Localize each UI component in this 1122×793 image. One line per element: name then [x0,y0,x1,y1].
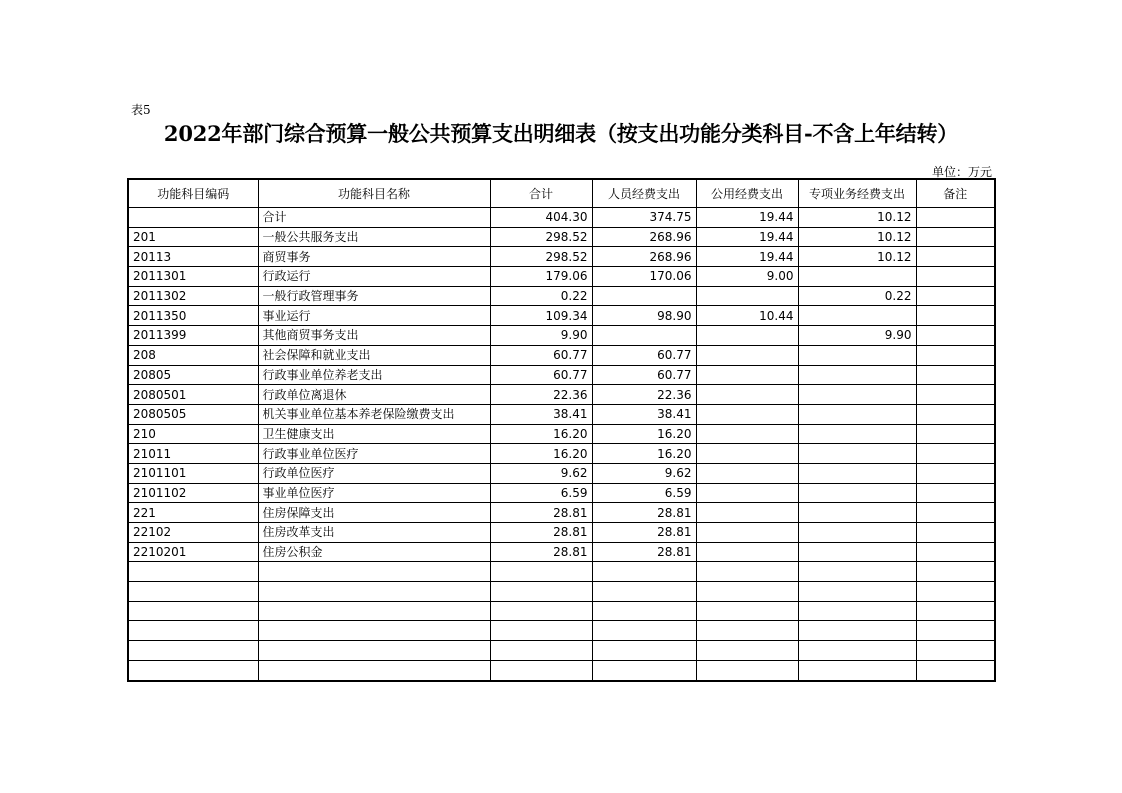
cell-note [916,345,995,365]
cell-note [916,463,995,483]
cell-public [696,660,798,680]
cell-public [696,503,798,523]
cell-personnel: 16.20 [592,424,696,444]
cell-total: 16.20 [490,444,592,464]
column-header-note: 备注 [916,179,995,208]
cell-public [696,562,798,582]
cell-note [916,247,995,267]
cell-special [798,267,916,287]
cell-name: 住房保障支出 [258,503,490,523]
cell-code: 2011350 [128,306,258,326]
cell-name: 卫生健康支出 [258,424,490,444]
cell-special [798,345,916,365]
cell-personnel [592,621,696,641]
cell-public [696,404,798,424]
cell-special [798,404,916,424]
cell-special [798,621,916,641]
cell-code: 2101101 [128,463,258,483]
table-row [128,345,995,365]
cell-special [798,523,916,543]
cell-name: 行政运行 [258,267,490,287]
cell-personnel [592,286,696,306]
cell-note [916,208,995,228]
cell-note [916,483,995,503]
cell-code [128,621,258,641]
cell-code: 22102 [128,523,258,543]
cell-name: 其他商贸事务支出 [258,326,490,346]
cell-special: 10.12 [798,227,916,247]
table-row [128,601,995,621]
cell-personnel: 98.90 [592,306,696,326]
cell-public [696,601,798,621]
cell-total: 9.62 [490,463,592,483]
cell-name: 行政单位离退休 [258,385,490,405]
table-row [128,463,995,483]
cell-total [490,601,592,621]
cell-note [916,326,995,346]
cell-name: 一般公共服务支出 [258,227,490,247]
cell-public: 19.44 [696,247,798,267]
cell-special [798,503,916,523]
cell-code [128,562,258,582]
cell-total: 60.77 [490,345,592,365]
cell-code: 221 [128,503,258,523]
cell-special [798,582,916,602]
cell-name: 事业单位医疗 [258,483,490,503]
budget-table [127,178,996,682]
cell-name: 行政单位医疗 [258,463,490,483]
cell-code: 2080505 [128,404,258,424]
table-row [128,306,995,326]
column-header-code: 功能科目编码 [128,179,258,208]
cell-note [916,562,995,582]
cell-special [798,542,916,562]
cell-special: 0.22 [798,286,916,306]
cell-public [696,424,798,444]
cell-total: 6.59 [490,483,592,503]
cell-code: 20113 [128,247,258,267]
cell-total [490,562,592,582]
cell-name [258,562,490,582]
table-row [128,621,995,641]
cell-public [696,523,798,543]
cell-total [490,582,592,602]
cell-personnel [592,601,696,621]
cell-public [696,365,798,385]
table-row [128,523,995,543]
cell-note [916,227,995,247]
cell-personnel: 170.06 [592,267,696,287]
cell-name [258,601,490,621]
table-row [128,227,995,247]
table-row [128,582,995,602]
cell-personnel: 28.81 [592,542,696,562]
cell-personnel: 38.41 [592,404,696,424]
cell-special: 9.90 [798,326,916,346]
cell-public [696,385,798,405]
table-header-row [128,179,995,208]
cell-name: 行政事业单位医疗 [258,444,490,464]
cell-total: 9.90 [490,326,592,346]
cell-note [916,306,995,326]
cell-special [798,385,916,405]
cell-name: 住房改革支出 [258,523,490,543]
column-header-personnel: 人员经费支出 [592,179,696,208]
cell-code [128,601,258,621]
cell-personnel: 28.81 [592,503,696,523]
cell-name [258,582,490,602]
cell-personnel: 60.77 [592,365,696,385]
cell-name: 合计 [258,208,490,228]
table-row [128,385,995,405]
cell-name: 机关事业单位基本养老保险缴费支出 [258,404,490,424]
cell-personnel [592,326,696,346]
cell-name [258,621,490,641]
table-row [128,503,995,523]
cell-special [798,365,916,385]
cell-personnel: 60.77 [592,345,696,365]
cell-note [916,660,995,680]
cell-personnel [592,641,696,661]
cell-note [916,286,995,306]
cell-personnel: 268.96 [592,227,696,247]
cell-name: 住房公积金 [258,542,490,562]
table-row [128,641,995,661]
cell-code: 201 [128,227,258,247]
cell-total: 28.81 [490,503,592,523]
table-row [128,267,995,287]
cell-special [798,424,916,444]
cell-public [696,483,798,503]
table-row [128,660,995,680]
table-row [128,562,995,582]
cell-total: 60.77 [490,365,592,385]
table-row [128,326,995,346]
cell-total: 0.22 [490,286,592,306]
table-row [128,542,995,562]
cell-public: 10.44 [696,306,798,326]
cell-public [696,326,798,346]
cell-special [798,306,916,326]
cell-personnel [592,660,696,680]
cell-code [128,208,258,228]
table-row [128,286,995,306]
cell-special: 10.12 [798,208,916,228]
cell-code: 208 [128,345,258,365]
cell-note [916,621,995,641]
cell-code: 2101102 [128,483,258,503]
cell-special [798,483,916,503]
cell-total: 179.06 [490,267,592,287]
cell-personnel: 22.36 [592,385,696,405]
cell-name: 事业运行 [258,306,490,326]
cell-personnel: 28.81 [592,523,696,543]
cell-code [128,582,258,602]
cell-code [128,660,258,680]
unit-label: 单位：万元 [931,165,992,179]
cell-code: 2011301 [128,267,258,287]
cell-special [798,641,916,661]
cell-public [696,286,798,306]
table-row [128,424,995,444]
cell-personnel: 6.59 [592,483,696,503]
cell-name: 商贸事务 [258,247,490,267]
cell-code: 210 [128,424,258,444]
table-row [128,247,995,267]
cell-code: 2011399 [128,326,258,346]
cell-total [490,641,592,661]
cell-total: 109.34 [490,306,592,326]
cell-special [798,562,916,582]
cell-public [696,582,798,602]
table-row [128,483,995,503]
table-row [128,365,995,385]
table-row [128,208,995,228]
cell-note [916,641,995,661]
cell-personnel [592,582,696,602]
cell-total [490,660,592,680]
cell-total [490,621,592,641]
cell-note [916,385,995,405]
cell-public [696,345,798,365]
cell-total: 298.52 [490,247,592,267]
cell-special [798,601,916,621]
column-header-special: 专项业务经费支出 [798,179,916,208]
cell-personnel: 268.96 [592,247,696,267]
cell-note [916,267,995,287]
cell-note [916,404,995,424]
cell-personnel: 374.75 [592,208,696,228]
cell-code: 2080501 [128,385,258,405]
page-title: 2022年部门综合预算一般公共预算支出明细表（按支出功能分类科目-不含上年结转） [163,121,959,146]
cell-personnel: 9.62 [592,463,696,483]
cell-public [696,621,798,641]
cell-note [916,582,995,602]
cell-note [916,444,995,464]
table-row [128,404,995,424]
cell-name [258,641,490,661]
cell-note [916,542,995,562]
cell-note [916,365,995,385]
cell-public: 19.44 [696,227,798,247]
cell-code [128,641,258,661]
cell-code: 20805 [128,365,258,385]
cell-personnel [592,562,696,582]
column-header-public: 公用经费支出 [696,179,798,208]
cell-note [916,424,995,444]
cell-total: 16.20 [490,424,592,444]
cell-name: 社会保障和就业支出 [258,345,490,365]
cell-name [258,660,490,680]
column-header-total: 合计 [490,179,592,208]
cell-total: 298.52 [490,227,592,247]
table-body [128,208,995,681]
cell-name: 一般行政管理事务 [258,286,490,306]
cell-name: 行政事业单位养老支出 [258,365,490,385]
cell-personnel: 16.20 [592,444,696,464]
cell-special [798,660,916,680]
cell-code: 2011302 [128,286,258,306]
cell-total: 38.41 [490,404,592,424]
cell-public [696,463,798,483]
cell-special [798,444,916,464]
cell-public [696,444,798,464]
cell-special: 10.12 [798,247,916,267]
table-row [128,444,995,464]
cell-special [798,463,916,483]
cell-total: 28.81 [490,542,592,562]
cell-note [916,601,995,621]
cell-public: 19.44 [696,208,798,228]
cell-public [696,641,798,661]
cell-total: 404.30 [490,208,592,228]
cell-total: 28.81 [490,523,592,543]
cell-public: 9.00 [696,267,798,287]
cell-public [696,542,798,562]
column-header-name: 功能科目名称 [258,179,490,208]
cell-note [916,503,995,523]
cell-note [916,523,995,543]
cell-code: 2210201 [128,542,258,562]
cell-total: 22.36 [490,385,592,405]
cell-code: 21011 [128,444,258,464]
table-label: 表5 [131,103,151,117]
